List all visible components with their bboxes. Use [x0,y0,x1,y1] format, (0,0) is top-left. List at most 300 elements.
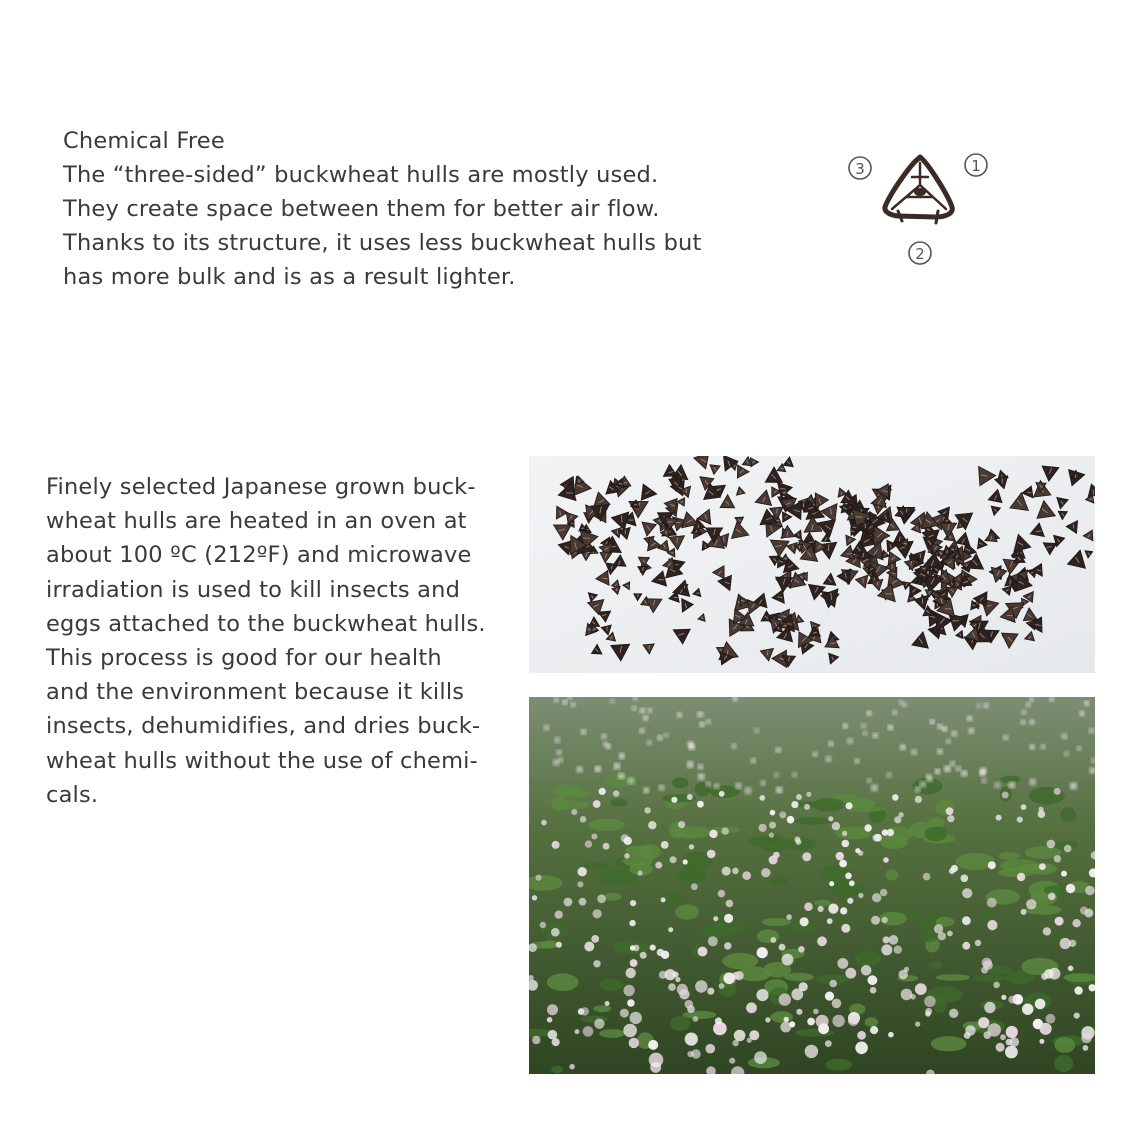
buckwheat-flower [1064,751,1069,756]
buckwheat-flower [870,987,877,994]
buckwheat-flower [840,907,847,914]
buckwheat-flower [1030,719,1035,724]
buckwheat-flower [613,790,619,796]
buckwheat-flower [828,816,833,821]
buckwheat-flower [935,769,940,774]
buckwheat-flower [825,992,834,1001]
buckwheat-flower [1074,986,1082,994]
buckwheat-flower [1029,744,1035,750]
leaf [611,798,628,806]
buckwheat-flower [836,852,844,860]
buckwheat-flower [575,1029,580,1034]
buckwheat-flower [872,893,881,902]
buckwheat-flower [858,893,863,898]
buckwheat-flower [923,873,931,881]
buckwheat-flower [673,972,679,978]
buckwheat-flower [898,812,903,817]
buckwheat-flower [562,700,567,705]
buckwheat-flower [1074,1013,1080,1019]
buckwheat-flower [554,698,559,703]
buckwheat-flower [729,1058,735,1064]
buckwheat-flower [888,1032,894,1038]
buckwheat-flower [659,971,667,979]
buckwheat-flower [688,741,694,747]
buckwheat-flower [583,1026,594,1037]
buckwheat-flower [813,1009,819,1015]
intro-line: The “three-sided” buckwheat hulls are mostly used. [63,162,659,188]
buckwheat-flower [786,914,792,920]
buckwheat-flower [610,699,615,704]
buckwheat-flower [1026,702,1031,707]
buckwheat-flower [930,719,935,724]
buckwheat-flower [624,837,632,845]
buckwheat-flower [722,827,729,834]
buckwheat-flower [591,834,597,840]
buckwheat-flower [937,749,942,754]
buckwheat-flower [868,975,878,985]
buckwheat-flower [784,1017,789,1022]
body-line: This process is good for our health [46,645,442,672]
buckwheat-flower [1068,966,1074,972]
buckwheat-flower [623,1024,637,1038]
buckwheat-flower [967,716,972,721]
buckwheat-flower [757,947,768,958]
buckwheat-flower [556,750,562,756]
buckwheat-flower [554,737,560,743]
buckwheat-flower [618,773,624,779]
buckwheat-flower [1000,1034,1006,1040]
buckwheat-flower [547,1004,558,1015]
buckwheat-flower [779,993,791,1005]
buckwheat-flower [987,898,997,908]
buckwheat-flower [1072,919,1080,927]
buckwheat-flower [988,861,996,869]
buckwheat-flower [987,920,997,930]
buckwheat-flower [687,794,693,800]
buckwheat-flower [581,729,587,735]
buckwheat-flower [593,800,601,808]
buckwheat-flower [857,1031,866,1040]
intro-line: has more bulk and is as a result lighter. [63,264,516,290]
buckwheat-flower [719,791,725,797]
buckwheat-flower [845,873,852,880]
leaf [683,1011,717,1019]
buckwheat-flower [867,778,872,783]
buckwheat-flower [1026,899,1036,909]
leaf [1054,1055,1073,1072]
buckwheat-flower [640,708,645,713]
buckwheat-flower [558,757,563,762]
leaf [1060,807,1076,822]
leaf [1044,885,1068,895]
buckwheat-flower [947,815,954,822]
buckwheat-flower [1061,871,1067,877]
leaf [794,817,832,825]
buckwheat-flower [706,719,711,724]
buckwheat-flower [1079,711,1084,716]
buckwheat-flower [761,780,766,785]
leaf [918,921,934,929]
buckwheat-flower [842,840,850,848]
buckwheat-flower [1003,735,1009,741]
buckwheat-flower [630,959,638,967]
buckwheat-flower [980,767,986,773]
buckwheat-flower [643,715,648,720]
body-line: eggs attached to the buckwheat hulls. [46,610,486,637]
buckwheat-flower [1001,995,1006,1000]
leaf [847,806,886,812]
hull-diagram [840,145,1000,275]
buckwheat-flower [805,1045,818,1058]
leaf [928,961,942,969]
buckwheat-flower [981,778,987,784]
buckwheat-flower [620,1009,629,1018]
buckwheat-flower [647,708,652,713]
buckwheat-flower [881,944,892,955]
buckwheat-flower [685,1000,694,1009]
leaf [547,973,579,991]
buckwheat-flower [962,942,970,950]
buckwheat-flower [650,1062,661,1073]
buckwheat-flower [1002,792,1009,799]
buckwheat-flower [551,928,560,937]
buckwheat-flower [722,867,731,876]
leaf [625,846,652,856]
buckwheat-flower [761,868,770,877]
buckwheat-flower [578,867,587,876]
buckwheat-flower [668,983,676,991]
buckwheat-flower [841,924,850,933]
buckwheat-flower [709,830,717,838]
buckwheat-flower [807,1018,815,1026]
buckwheat-flower [915,1022,920,1027]
buckwheat-flower [603,843,610,850]
buckwheat-flower [791,988,803,1000]
buckwheat-flower [770,810,776,816]
buckwheat-hulls-photo [529,456,1095,673]
buckwheat-flower [639,728,645,734]
buckwheat-flower [677,984,688,995]
buckwheat-flower [934,924,943,933]
buckwheat-flower [1009,782,1015,788]
buckwheat-flower [1010,1037,1019,1046]
buckwheat-flower [691,1049,700,1058]
buckwheat-flower [872,834,879,841]
buckwheat-flower [956,766,962,772]
buckwheat-flower [925,1011,931,1017]
leaf [588,819,625,831]
buckwheat-flower [580,816,587,823]
buckwheat-flower [627,777,634,784]
buckwheat-flower [718,890,726,898]
buckwheat-flower [779,944,786,951]
leaf [931,1036,967,1051]
leaf [612,943,630,953]
leaf [933,996,946,1013]
buckwheat-flower [699,722,704,727]
buckwheat-flower [828,741,834,747]
buckwheat-flower [899,700,904,705]
leaf [599,979,623,991]
buckwheat-flower [571,702,576,707]
buckwheat-flower [735,783,741,789]
leaf [980,908,994,919]
buckwheat-flower [648,821,656,829]
buckwheat-flower [994,782,1001,789]
buckwheat-flower [892,794,899,801]
buckwheat-flower [837,958,848,969]
buckwheat-flower [901,989,913,1001]
buckwheat-flower [678,821,685,828]
buckwheat-flower [900,745,906,751]
leaf [676,869,703,881]
buckwheat-flower [1035,999,1046,1010]
buckwheat-flower [946,739,951,744]
buckwheat-flower [847,898,853,904]
buckwheat-flower [606,744,611,749]
buckwheat-flower [698,764,704,770]
buckwheat-flower [975,940,981,946]
buckwheat-flower [978,1017,989,1028]
buckwheat-flower [848,1015,859,1026]
buckwheat-flower [910,994,916,1000]
buckwheat-flower [1081,1033,1092,1044]
body-line: wheat hulls without the use of chemi- [46,747,478,774]
body-line: about 100 ºC (212ºF) and microwave [46,542,472,569]
buckwheat-flower [1008,996,1016,1004]
buckwheat-flower [532,1036,540,1044]
buckwheat-flower [655,862,662,869]
buckwheat-flower [864,824,871,831]
buckwheat-flower [623,985,634,996]
buckwheat-flower [1017,817,1023,823]
buckwheat-flower [779,811,786,818]
buckwheat-flower [577,766,583,772]
buckwheat-flower [854,758,859,763]
buckwheat-flower [871,916,880,925]
buckwheat-flower [735,971,744,980]
buckwheat-flower [698,947,708,957]
buckwheat-flower [619,753,625,759]
buckwheat-flower [677,712,682,717]
buckwheat-flower [581,1007,589,1015]
buckwheat-flower [648,1040,658,1050]
leaf [748,836,778,846]
buckwheat-flower [597,894,606,903]
buckwheat-flower [882,917,888,923]
buckwheat-flower [1070,782,1077,789]
buckwheat-flower [899,970,908,979]
buckwheat-flower [1006,1026,1018,1038]
buckwheat-flower [894,946,902,954]
buckwheat-flower [585,840,592,847]
buckwheat-flower [886,772,892,778]
buckwheat-flower [1020,720,1025,725]
buckwheat-flower [829,881,834,886]
buckwheat-flower [800,917,809,926]
buckwheat-flower [640,952,647,959]
buckwheat-flower [689,844,694,849]
leaf [1000,859,1039,871]
buckwheat-flower [1048,893,1056,901]
buckwheat-flower [915,983,927,995]
buckwheat-flower [996,1043,1005,1052]
buckwheat-flower [942,726,948,732]
buckwheat-flower [1047,840,1056,849]
buckwheat-flower [813,752,818,757]
buckwheat-flower [849,880,855,886]
buckwheat-flower [950,761,956,767]
buckwheat-flower [724,942,731,949]
marker-label-3: 3 [855,160,865,178]
buckwheat-flower [949,868,955,874]
leaf [703,924,729,939]
buckwheat-hulls-image [529,456,1095,673]
buckwheat-flower [556,942,562,948]
buckwheat-flower [791,801,798,808]
leaf [599,1029,625,1038]
buckwheat-flower [750,758,756,764]
buckwheat-flower [601,734,607,740]
buckwheat-flower [919,781,926,788]
buckwheat-flower [937,724,942,729]
buckwheat-flower [629,1038,639,1048]
buckwheat-flower [638,870,643,875]
buckwheat-flower [770,937,776,943]
buckwheat-flower [883,936,890,943]
buckwheat-flower [732,868,739,875]
buckwheat-flower [846,802,853,809]
buckwheat-flower [839,860,847,868]
buckwheat-flower [996,815,1002,821]
buckwheat-flower [759,795,765,801]
buckwheat-flower [643,788,649,794]
buckwheat-flower [949,1009,958,1018]
buckwheat-flower [993,982,1000,989]
buckwheat-flower [873,733,879,739]
buckwheat-flower [571,809,577,815]
buckwheat-flower [976,703,981,708]
leaf [762,918,792,926]
buckwheat-flower [659,785,665,791]
buckwheat-flower [984,1002,995,1013]
buckwheat-flower [827,918,833,924]
leaf [583,862,609,869]
buckwheat-flower [1054,788,1061,795]
buckwheat-flower [1064,845,1072,853]
buckwheat-flower [626,968,636,978]
buckwheat-flower [591,935,599,943]
buckwheat-flower [723,973,735,985]
leaf [821,865,850,881]
buckwheat-flower [687,761,694,768]
buckwheat-flower [765,1017,770,1022]
buckwheat-flower [754,728,759,733]
buckwheat-flower [698,773,705,780]
buckwheat-flower-field-image [529,697,1095,1074]
buckwheat-flower [911,749,917,755]
leaf [551,1066,563,1074]
buckwheat-flower [775,747,781,753]
buckwheat-flower [888,725,894,731]
buckwheat-flower [594,1019,604,1029]
buckwheat-flower [817,936,827,946]
buckwheat-flower [1062,733,1068,739]
buckwheat-flower [1043,927,1051,935]
leaf [936,974,970,981]
buckwheat-flower [670,856,677,863]
buckwheat-flower [595,766,601,772]
intro-line: They create space between them for better air flow. [63,196,660,222]
buckwheat-flower [624,853,630,859]
buckwheat-flower [547,1017,553,1023]
buckwheat-flower [1039,863,1046,870]
buckwheat-flower [1085,886,1094,895]
leaf [770,876,788,886]
buckwheat-flower [706,782,711,787]
buckwheat-flower [630,945,635,950]
leaf [814,900,831,907]
buckwheat-flower [742,871,751,880]
buckwheat-flower [630,1012,642,1024]
buckwheat-flower [1041,744,1046,749]
buckwheat-flower [782,954,794,966]
buckwheat-flower [675,977,680,982]
leaf [675,904,699,919]
buckwheat-flower [845,968,856,979]
buckwheat-flower [555,911,563,919]
buckwheat-flower [796,794,802,800]
buckwheat-flower [988,1023,1001,1036]
buckwheat-flower [1039,807,1044,812]
section-heading: Chemical Free [63,128,225,154]
buckwheat-flower [832,1015,844,1027]
buckwheat-flower [745,787,752,794]
buckwheat-flower [926,774,932,780]
buckwheat-flower [579,898,587,906]
buckwheat-flower [880,889,887,896]
buckwheat-flower [1046,1014,1056,1024]
buckwheat-flower [695,980,707,992]
buckwheat-flower [707,988,714,995]
buckwheat-flower [614,763,621,770]
buckwheat-flower [734,1030,746,1042]
buckwheat-flower [1069,940,1076,947]
buckwheat-flower [829,980,837,988]
leaf [975,975,1007,982]
buckwheat-flower [697,801,704,808]
buckwheat-flower [540,922,546,928]
buckwheat-flower [548,1030,558,1040]
buckwheat-flower [1054,855,1061,862]
buckwheat-flower [776,787,783,794]
buckwheat-flower [951,731,957,737]
buckwheat-flower [847,738,853,744]
buckwheat-flower [599,788,606,795]
intro-section [63,124,763,294]
buckwheat-flower [1080,907,1088,915]
buckwheat-flower [1040,1023,1052,1035]
buckwheat-flower [965,1025,975,1035]
buckwheat-flower [629,920,635,926]
buckwheat-flower [1039,1039,1044,1044]
buckwheat-flower [1021,710,1026,715]
leaf [757,930,780,944]
buckwheat-flower [842,831,847,836]
marker-label-1: 1 [971,157,981,175]
buckwheat-flower [630,900,636,906]
buckwheat-field-photo [529,697,1095,1074]
